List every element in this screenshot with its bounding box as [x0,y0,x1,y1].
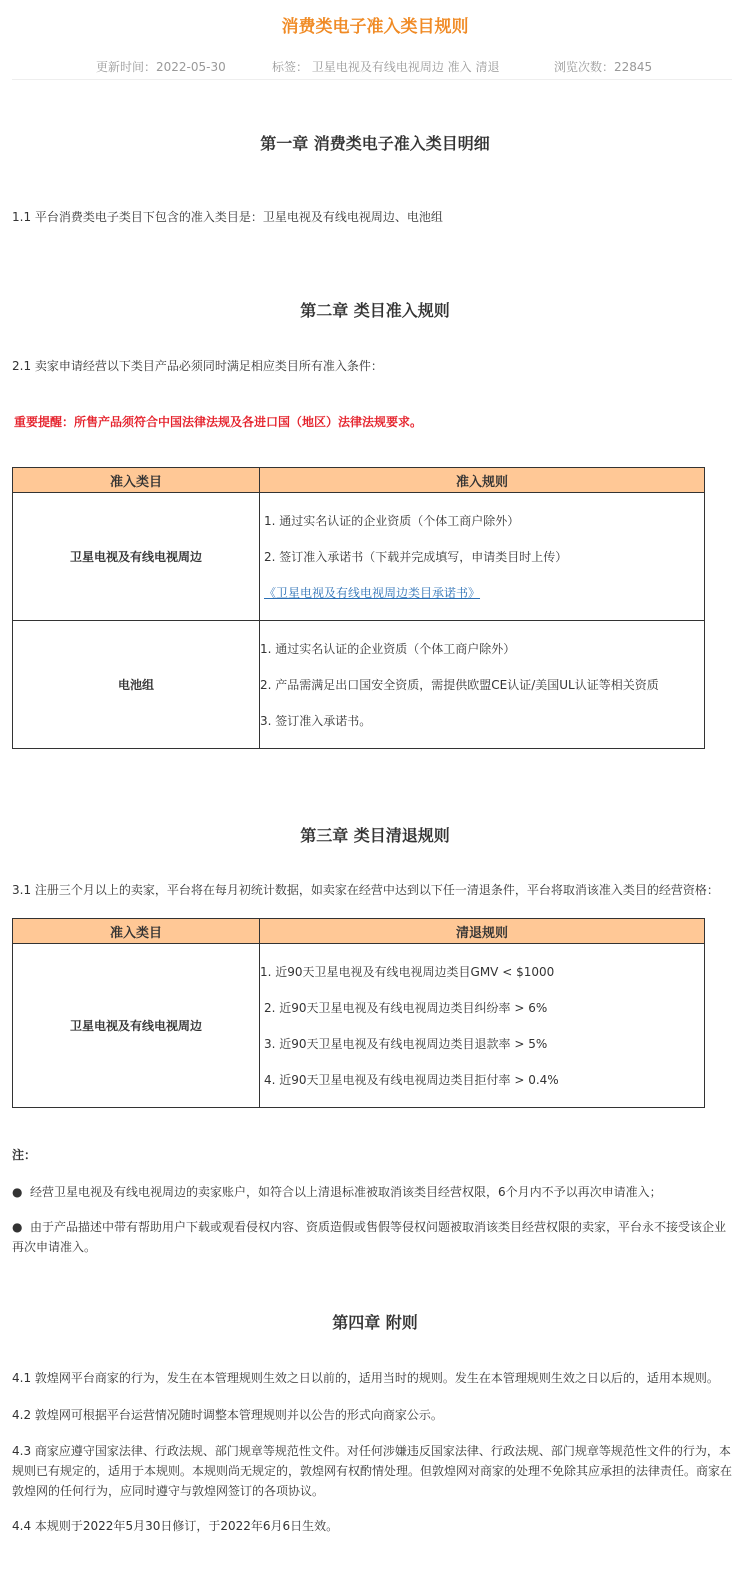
paragraph-4-2: 4.2 敦煌网可根据平台运营情况随时调整本管理规则并以公告的形式向商家公示。 [12,1408,443,1422]
table-header-row [13,468,705,493]
table-header-row [13,919,705,944]
admission-rules-table [12,467,705,749]
withdrawal-rules-table [12,918,705,1108]
chapter-2-title: 第二章 类目准入规则 [300,301,450,320]
paragraph-4-1: 4.1 敦煌网平台商家的行为，发生在本管理规则生效之日以前的，适用当时的规则。发生在本管理规则生效之日以后的，适用本规则。 [12,1371,719,1385]
rule-item: 3. 近90天卫星电视及有线电视周边类目退款率 > 5% [264,1036,548,1051]
rule-item: 4. 近90天卫星电视及有线电视周边类目拒付率 > 0.4% [264,1072,559,1087]
table-header-category: 准入类目 [13,468,260,493]
commitment-letter-link[interactable]: 《卫星电视及有线电视周边类目承诺书》 [264,585,481,600]
table-cell-category: 卫星电视及有线电视周边 [13,944,260,1108]
table-cell-rules [260,621,705,749]
bullet-icon: ● [12,1220,23,1234]
rule-item: 2. 签订准入承诺书（下载并完成填写，申请类目时上传） [264,549,568,564]
chapter-1-title: 第一章 消费类电子准入类目明细 [260,134,490,153]
view-count: 浏览次数：22845 [554,60,653,74]
table-cell-rules [260,944,705,1108]
paragraph-2-1: 2.1 卖家申请经营以下类目产品必须同时满足相应类目所有准入条件： [12,359,383,373]
rule-item: 3. 签订准入承诺书。 [260,713,372,728]
chapter-4-title: 第四章 附则 [332,1313,418,1332]
tags: 标签： 卫星电视及有线电视周边 准入 清退 [272,60,500,74]
table-row [13,621,705,749]
paragraph-4-4: 4.4 本规则于2022年5月30日修订，于2022年6月6日生效。 [12,1519,339,1533]
table-row [13,493,705,621]
important-warning: 重要提醒：所售产品须符合中国法律法规及各进口国（地区）法律法规要求。 [14,415,423,429]
table-cell-rules [260,493,705,621]
paragraph-1-1: 1.1 平台消费类电子类目下包含的准入类目是：卫星电视及有线电视周边、电池组 [12,210,443,224]
paragraph-4-3: 4.3 商家应遵守国家法律、行政法规、部门规章等规范性文件。对任何涉嫌违反国家法律、行政法规、部门规章等规范性文件的行为，本规则已有规定的，适用于本规则。本规则尚无规定的，敦煌网有权酌情处理。但敦煌网对商家的处理不免除其应承担的法律责任。商家在敦煌网的任何行为，应同时遵守与敦煌网签订的各项协议。 [12,1444,733,1498]
table-header-category: 准入类目 [13,919,260,944]
chapter-3-title: 第三章 类目清退规则 [300,826,450,845]
table-cell-category: 电池组 [13,621,260,749]
note-item: ● 经营卫星电视及有线电视周边的卖家账户，如符合以上清退标准被取消该类目经营权限，6个月内不予以再次申请准入； [12,1182,736,1202]
rule-item: 1. 近90天卫星电视及有线电视周边类目GMV < $1000 [260,964,555,979]
header-divider [12,79,732,80]
table-row [13,944,705,1108]
rule-item: 2. 产品需满足出口国安全资质，需提供欧盟CE认证/美国UL认证等相关资质 [260,677,659,692]
note-item: ● 由于产品描述中带有帮助用户下载或观看侵权内容、资质造假或售假等侵权问题被取消该类目经营权限的卖家，平台永不接受该企业再次申请准入。 [12,1217,736,1257]
paragraph-3-1: 3.1 注册三个月以上的卖家，平台将在每月初统计数据，如卖家在经营中达到以下任一清退条件，平台将取消该准入类目的经营资格： [12,883,719,897]
notes-title: 注： [12,1148,37,1162]
rule-item-link-row [260,575,704,611]
page-title: 消费类电子准入类目规则 [281,17,469,37]
bullet-icon: ● [12,1185,23,1199]
update-time: 更新时间：2022-05-30 [96,60,226,74]
rule-item: 2. 近90天卫星电视及有线电视周边类目纠纷率 > 6% [264,1000,548,1015]
article-meta [0,58,750,78]
rule-item: 1. 通过实名认证的企业资质（个体工商户除外） [264,513,520,528]
table-cell-category: 卫星电视及有线电视周边 [13,493,260,621]
table-header-rules: 清退规则 [260,919,705,944]
rule-item: 1. 通过实名认证的企业资质（个体工商户除外） [260,641,516,656]
table-header-rules: 准入规则 [260,468,705,493]
